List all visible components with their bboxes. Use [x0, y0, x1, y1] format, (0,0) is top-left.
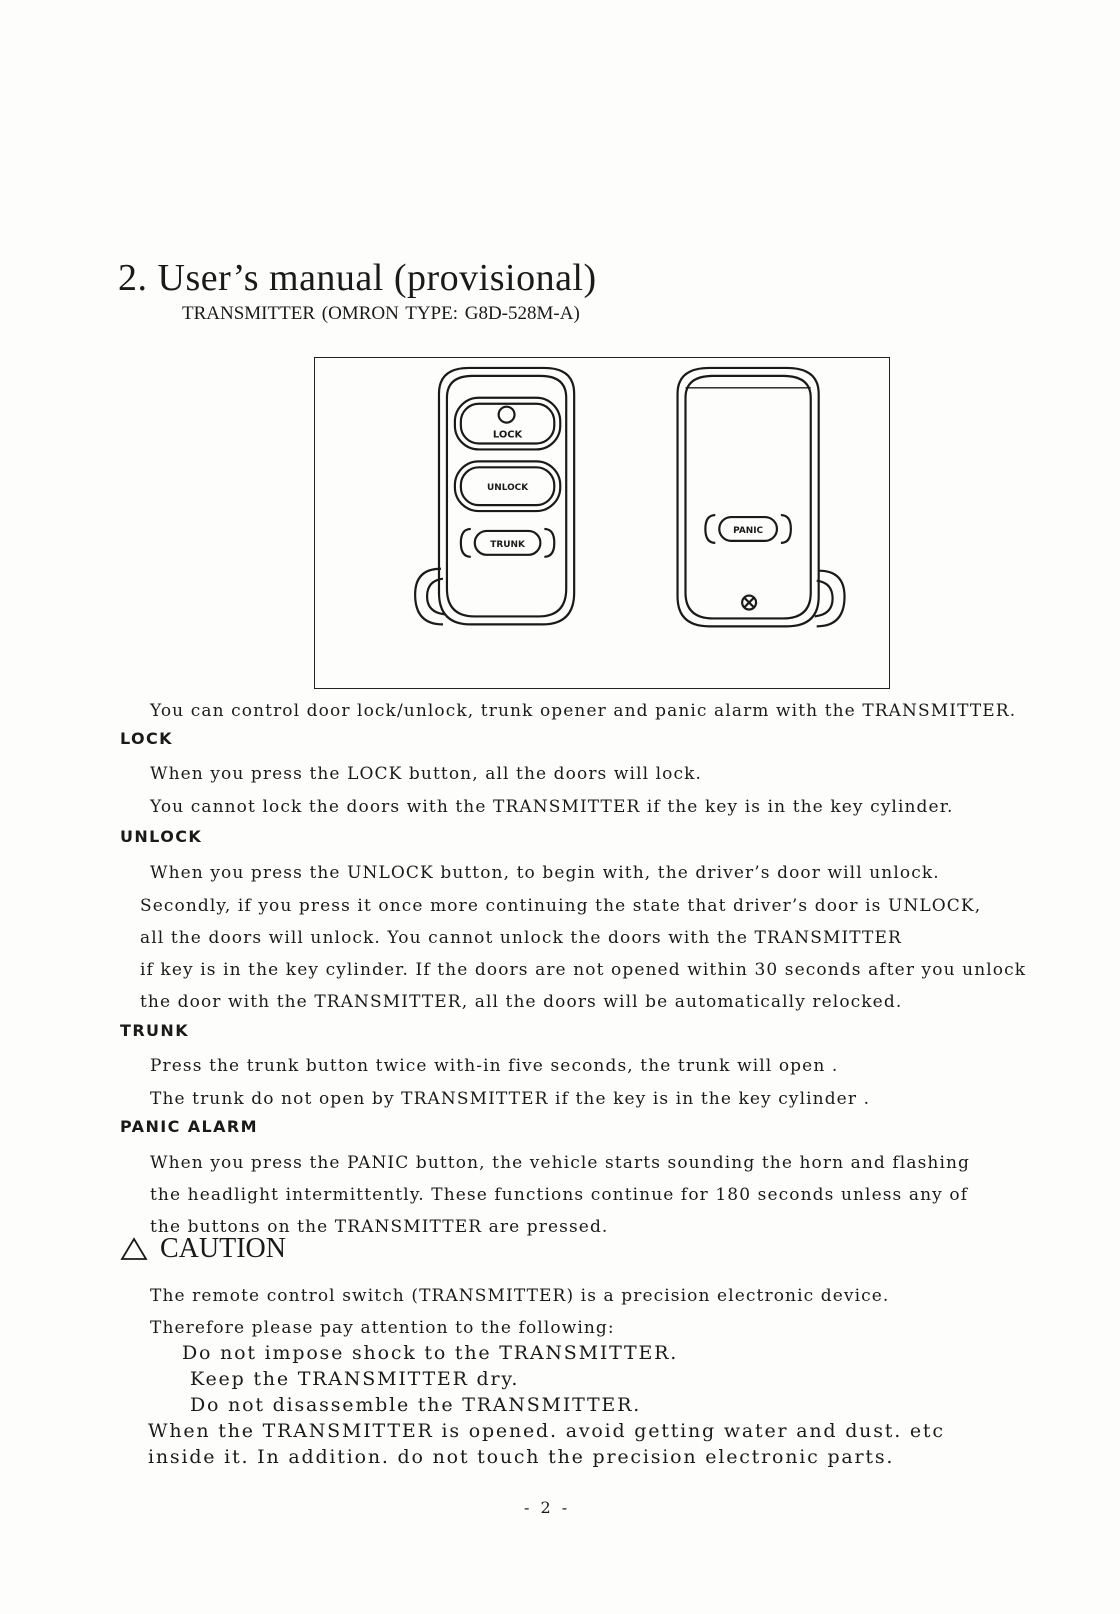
trunk-button-label: TRUNK: [490, 539, 525, 550]
lock-button-shape: [455, 398, 560, 450]
page-title: 2. User’s manual (provisional): [118, 257, 597, 299]
screw-icon: [742, 596, 756, 610]
intro-text: You can control door lock/unlock, trunk opener and panic alarm with the TRANSMITTER.: [150, 701, 1017, 721]
trunk-heading: TRUNK: [120, 1021, 190, 1040]
trunk-line-1: Press the trunk button twice with-in five seconds, the trunk will open .: [150, 1056, 839, 1076]
unlock-line-1: When you press the UNLOCK button, to begin with, the driver’s door will unlock.: [150, 863, 940, 883]
panic-line-1: When you press the PANIC button, the vehicle starts sounding the horn and flashing: [150, 1153, 971, 1173]
unlock-line-3: all the doors will unlock. You cannot unlock the doors with the TRANSMITTER: [140, 928, 902, 948]
lock-heading: LOCK: [120, 729, 173, 748]
panic-line-3: the buttons on the TRANSMITTER are pressed.: [150, 1217, 609, 1237]
caution-closing-2: inside it. In addition. do not touch the precision electronic parts.: [148, 1446, 895, 1468]
panic-button-label: PANIC: [733, 525, 764, 536]
back-fob-outline: [678, 368, 845, 626]
page-subtitle: TRANSMITTER (OMRON TYPE: G8D-528M-A): [182, 303, 580, 324]
unlock-line-5: the door with the TRANSMITTER, all the doors will be automatically relocked.: [140, 992, 903, 1012]
panic-heading: PANIC ALARM: [120, 1117, 258, 1136]
caution-heading: CAUTION: [160, 1233, 286, 1264]
unlock-line-4: if key is in the key cylinder. If the doors are not opened within 30 seconds after you unlock: [140, 960, 1027, 980]
unlock-button-label: UNLOCK: [486, 483, 529, 494]
caution-item-2: Keep the TRANSMITTER dry.: [190, 1368, 520, 1390]
caution-item-1: Do not impose shock to the TRANSMITTER.: [182, 1342, 679, 1364]
caution-line-1: The remote control switch (TRANSMITTER) is a precision electronic device.: [150, 1286, 890, 1306]
front-fob-outline: [415, 368, 574, 624]
lock-button-label: LOCK: [492, 429, 523, 441]
unlock-heading: UNLOCK: [120, 827, 203, 846]
caution-closing-1: When the TRANSMITTER is opened. avoid getting water and dust. etc: [148, 1420, 945, 1442]
panic-line-2: the headlight intermittently. These functions continue for 180 seconds unless any of: [150, 1185, 969, 1205]
lock-line-2: You cannot lock the doors with the TRANSMITTER if the key is in the key cylinder.: [150, 797, 954, 817]
lock-line-1: When you press the LOCK button, all the doors will lock.: [150, 764, 703, 784]
transmitter-figure: [314, 357, 890, 689]
transmitter-illustration: [315, 358, 889, 688]
warning-triangle-icon: [120, 1237, 148, 1261]
caution-line-2: Therefore please pay attention to the following:: [150, 1318, 615, 1338]
caution-item-3: Do not disassemble the TRANSMITTER.: [190, 1394, 642, 1416]
trunk-line-2: The trunk do not open by TRANSMITTER if the key is in the key cylinder .: [150, 1089, 871, 1109]
page-number: - 2 -: [524, 1498, 571, 1517]
unlock-line-2: Secondly, if you press it once more continuing the state that driver’s door is UNLOCK,: [140, 896, 982, 916]
caution-heading-row: [120, 1233, 286, 1265]
